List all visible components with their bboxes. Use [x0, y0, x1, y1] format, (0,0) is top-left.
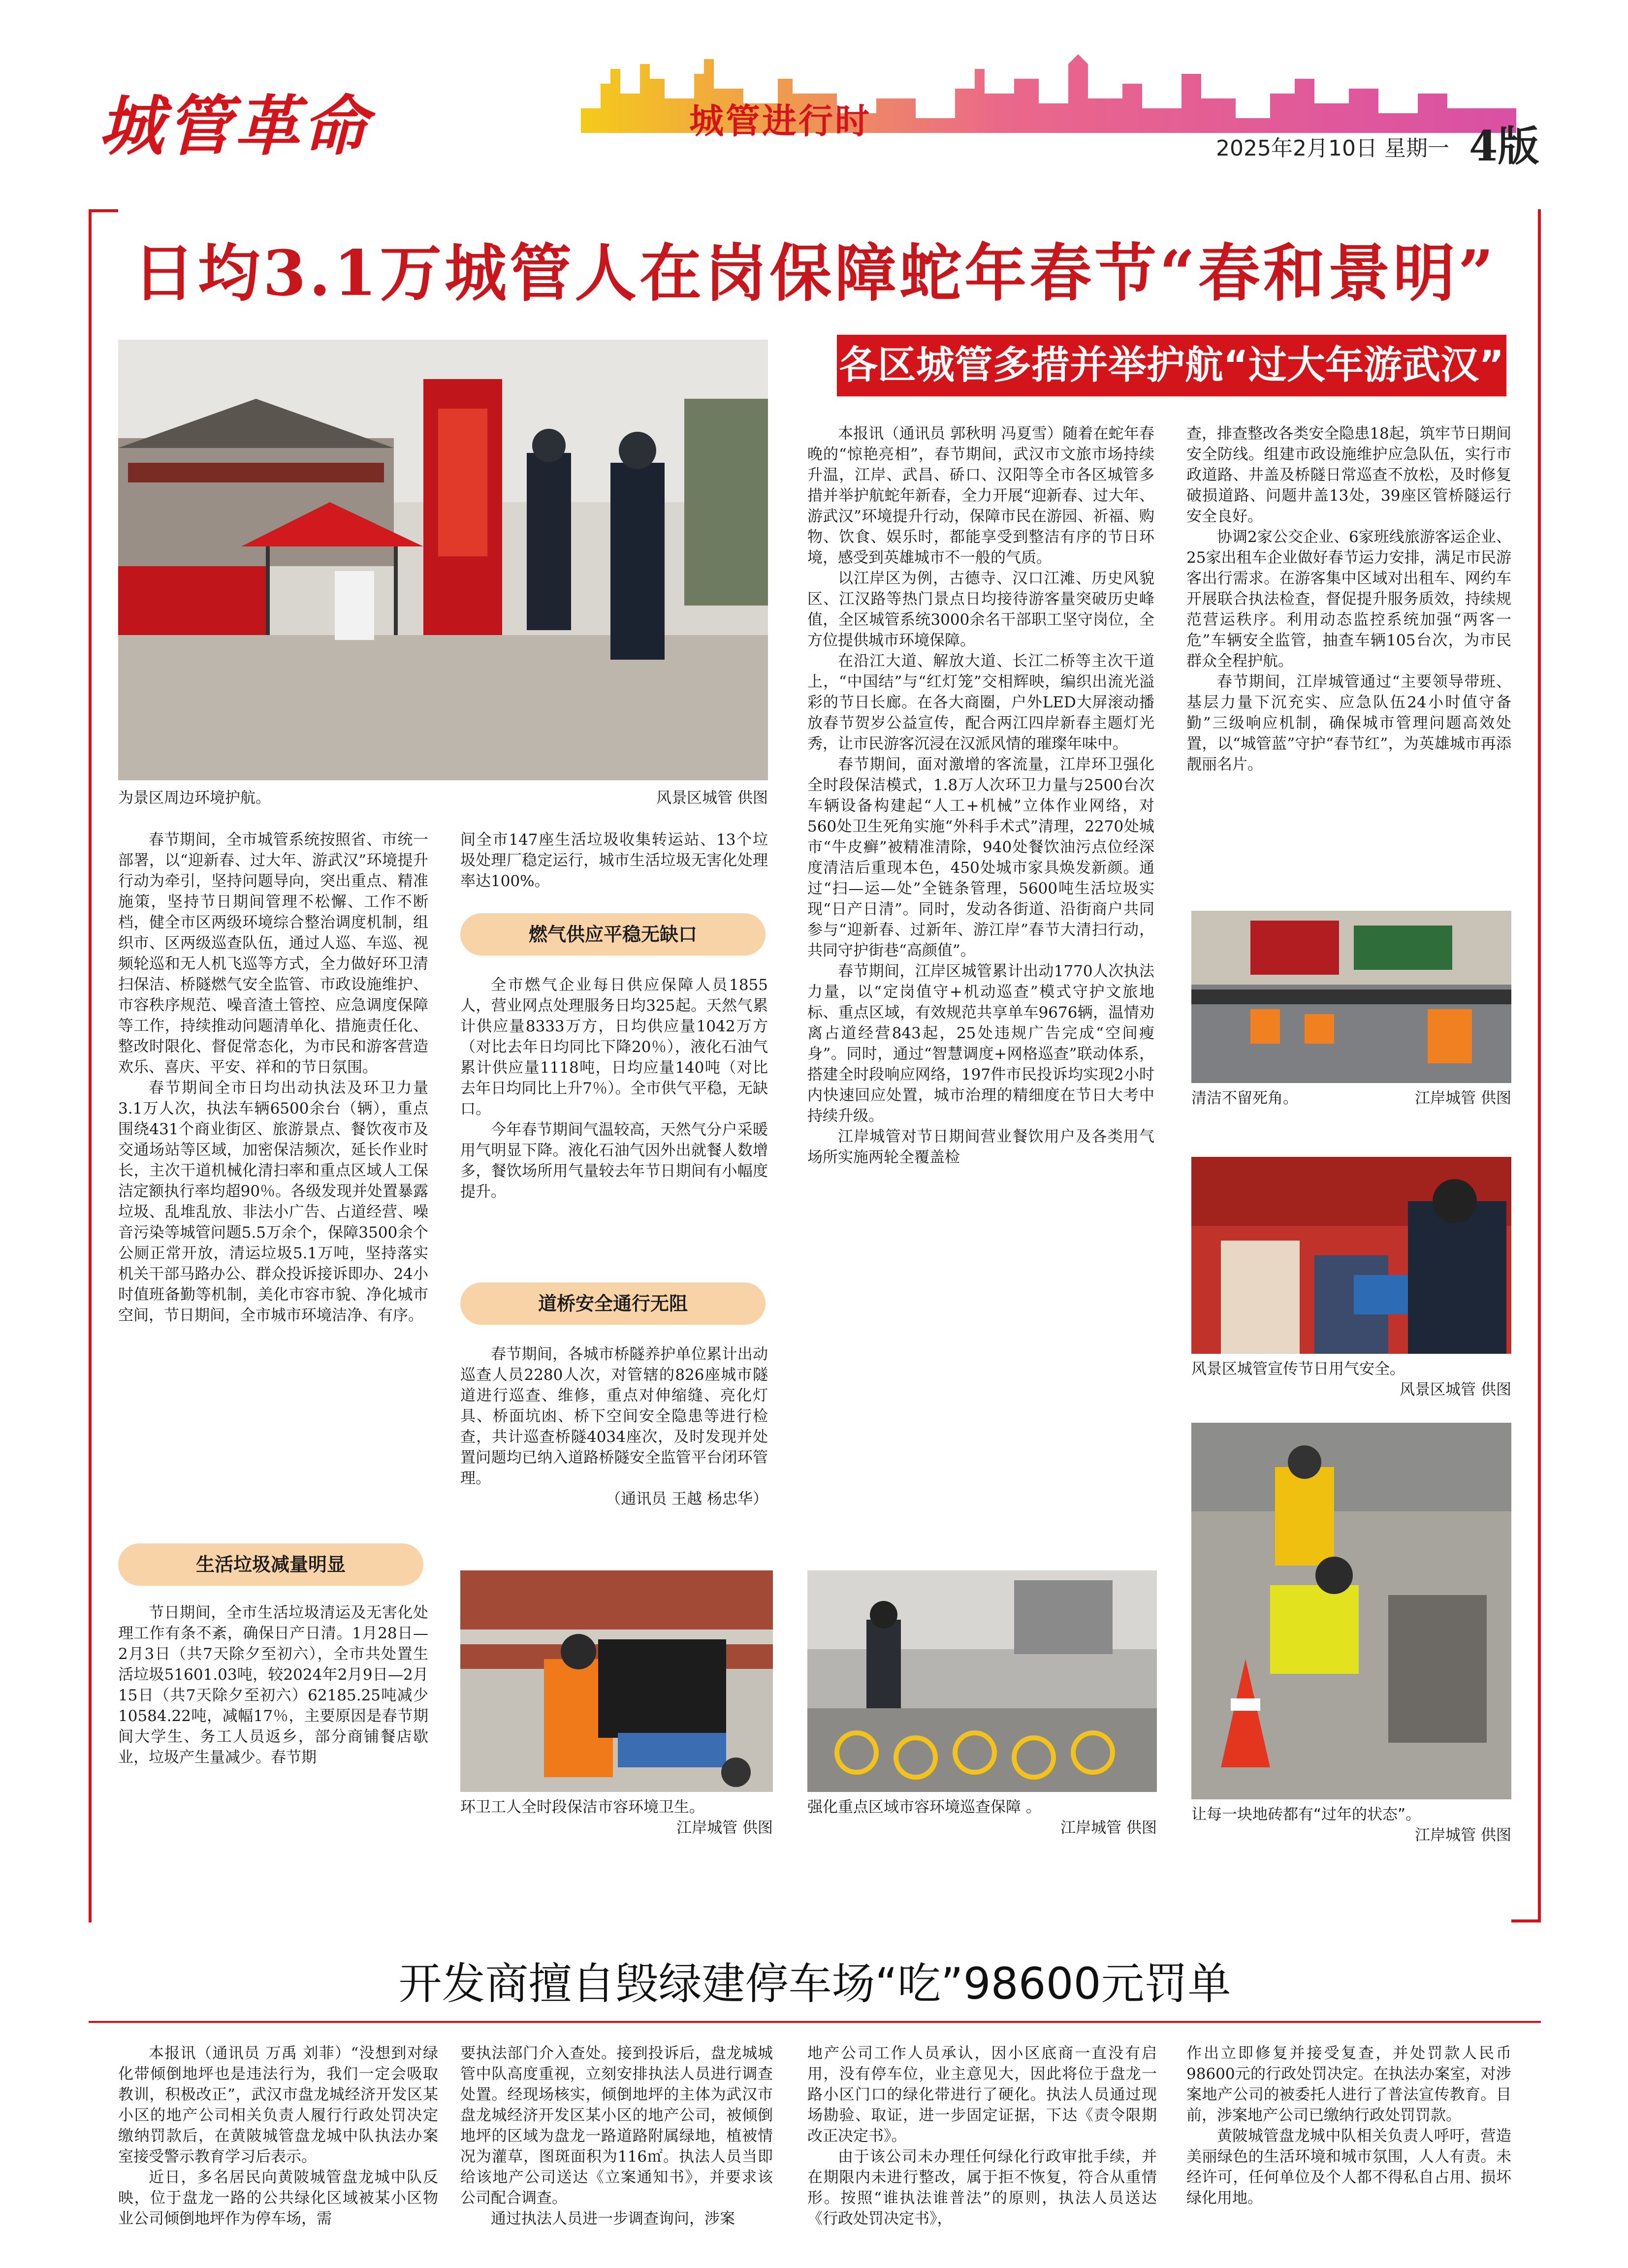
paragraph: 春节期间，面对激增的客流量，江岸环卫强化全时段保洁模式，1.8万人次环卫力量与2500台次车辆设备构建起“人工+机械”立体作业网络，对560处卫生死角实施“外科手术式”清理，2270处城市“牛皮癣”被精准清除，940处餐饮油污点位经深度清洁后重现本色，450处城市家具焕发新颜。通过“扫—运—处”全链条管理，5600吨生活垃圾实现“日产日清”。同时，发动各街道、沿街商户共同参与“迎新春、过新年、游江岸”春节大清扫行动，共同守护街巷“高颜值”。 — [807, 756, 1154, 959]
caption-text: 为景区周边环境护航。 — [118, 789, 271, 807]
article-3-column-2 — [460, 2043, 773, 2229]
photo-sanitation-worker — [460, 1570, 773, 1792]
dateline — [1216, 113, 1539, 173]
photo-caption-5 — [460, 1797, 773, 1838]
paragraph: 本报讯（通讯员 郭秋明 冯夏雪）随着在蛇年春晚的“惊艳亮相”，春节期间，武汉市文旅市场持续升温，江岸、武昌、硚口、汉阳等全市各区城管多措并举护航蛇年新春，全力开展“迎新春、过大年、游武汉”环境提升行动，保障市民在游园、祈福、购物、饮食、娱乐时，都能享受到整洁有序的节日环境，感受到英雄城市不一般的气质。 — [807, 425, 1154, 567]
photo-caption-1 — [118, 788, 768, 808]
caption-text: 风景区城管宣传节日用气安全。 — [1191, 1360, 1405, 1378]
photo-credit: 江岸城管 供图 — [1415, 1089, 1511, 1107]
photo-pavement-repair — [1191, 1423, 1511, 1799]
paragraph: 春节期间，江岸城管通过“主要领导带班、基层力量下沉充实、应急队伍24小时值守备勤”三级响应机制，确保城市管理问题高效处置，以“城管蓝”守护“春节红”，为英雄城市再添靓丽名片。 — [1186, 673, 1511, 773]
photo-credit: 风景区城管 供图 — [656, 789, 768, 807]
section-title: 城管进行时 — [689, 101, 871, 141]
paragraph: 协调2家公交企业、6家班线旅游客运企业、25家出租车企业做好春节运力安排，满足市民游客出行需求。在游客集中区域对出租车、网约车开展联合执法检查，督促提升服务质效，持续规范营运秩序。利用动态监控系统加强“两客一危”车辆安全监管，抽查车辆105台次，为市民群众全程护航。 — [1186, 528, 1511, 670]
paragraph: 查，排查整改各类安全隐患18起，筑牢节日期间安全防线。组建市政设施维护应急队伍，实行市政道路、井盖及桥隧日常巡查不放松，及时修复破损道路、问题井盖13处，39座区管桥隧运行安全良好。 — [1186, 425, 1512, 525]
photo-credit: 江岸城管 供图 — [1415, 1826, 1511, 1844]
subsection-pill: 生活垃圾减量明显 — [118, 1543, 423, 1586]
byline: （通讯员 王越 杨忠华） — [606, 1490, 768, 1508]
paragraph: 由于该公司未办理任何绿化行政审批手续，并在期限内未进行整改，属于拒不恢复，符合从重情形。按照“谁执法谁普法”的原则，执法人员送达《行政处罚决定书》， — [807, 2148, 1157, 2228]
sub-headline: 各区城管多措并举护航“过大年游武汉” — [837, 335, 1506, 396]
paragraph: 春节期间，全市城管系统按照省、市统一部署，以“迎新春、过大年、游武汉”环境提升行动为牵引，坚持问题导向，突出重点、精准施策，坚持节日期间管理不松懈、工作不断档，健全市区两级环境综合整治调度机制，组织市、区两级巡查队伍，通过人巡、车巡、视频轮巡和无人机飞巡等方式，全力做好环卫清扫保洁、桥隧燃气安全监管、市政设施维护、市容秩序规范、噪音渣土管控、应急调度保障等工作，持续推动问题清单化、措施责任化、整改时限化、督促常态化，为市民和游客营造欢乐、喜庆、平安、祥和的节日氛围。 — [118, 831, 428, 1076]
paragraph: 以江岸区为例，古德寺、汉口江滩、历史风貌区、江汉路等热门景点日均接待游客量突破历史峰值，全区城管系统3000余名干部职工坚守岗位，全方位提供城市环境保障。 — [807, 570, 1154, 649]
caption-text: 让每一块地砖都有“过年的状态”。 — [1191, 1806, 1421, 1823]
article-column-1 — [118, 830, 428, 1326]
divider-line — [89, 2021, 1541, 2023]
article-column-2a — [460, 830, 768, 892]
photo-caption-4 — [1191, 1804, 1511, 1846]
paragraph: 春节期间，各城市桥隧养护单位累计出动巡查人员2280人次，对管辖的826座城市隧道进行巡查、维修，重点对伸缩缝、亮化灯具、桥面坑凼、桥下空间安全隐患等进行检查，共计巡查桥隧4034座次，及时发现并处置问题均已纳入道路桥隧安全监管平台闭环管理。 — [460, 1345, 768, 1487]
photo-caption-2 — [1191, 1088, 1511, 1109]
article-3-column-4 — [1186, 2043, 1511, 2208]
photo-credit: 江岸城管 供图 — [676, 1819, 773, 1837]
subsection-pill: 燃气供应平稳无缺口 — [460, 913, 766, 956]
paragraph: 春节期间，江岸区城管累计出动1770人次执法力量，以“定岗值守+机动巡查”模式守护文旅地标、重点区域，有效规范共享单车9676辆，温情劝离占道经营843起，25处违规广告完成“空间瘦身”。同时，通过“智慧调度+网格巡查”联动体系，搭建全时段响应网络，197件市民投诉均实现2小时内快速回应处置，城市治理的精细度在节日大考中持续升级。 — [807, 962, 1154, 1125]
edition-number: 4版 — [1468, 122, 1539, 170]
paragraph: 本报讯（通讯员 万禹 刘菲）“没想到对绿化带倾倒地坪也是违法行为，我们一定会吸取教训，积极改正”，武汉市盘龙城经济开发区某小区的地产公司相关负责人履行行政处罚决定缴纳罚款后，在黄陂城管盘龙城中队执法办案室接受警示教育学习后表示。 — [118, 2044, 438, 2166]
photo-street-cleaning — [1191, 911, 1511, 1083]
article-column-2b — [460, 975, 768, 1202]
caption-text: 环卫工人全时段保洁市容环境卫生。 — [460, 1798, 704, 1816]
paragraph: 地产公司工作人员承认，因小区底商一直没有启用，没有停车位，业主意见大，因此将位于盘龙一路小区门口的绿化带进行了硬化。执法人员通过现场勘验、取证，进一步固定证据，下达《责令限期改正决定书》。 — [807, 2044, 1157, 2145]
caption-text: 强化重点区域市容环境巡查保障 。 — [807, 1798, 1041, 1816]
paragraph: 在沿江大道、解放大道、长江二桥等主次干道上，“中国结”与“红灯笼”交相辉映，编织出流光溢彩的节日长廊。在各大商圈，户外LED大屏滚动播放春节贺岁公益宣传，配合两江四岸新春主题灯光秀，让市民游客沉浸在汉派风情的璀璨年味中。 — [807, 652, 1154, 753]
paragraph: 作出立即修复并接受复查，并处罚款人民币98600元的行政处罚决定。在执法办案室，对涉案地产公司的被委托人进行了普法宣传教育。目前，涉案地产公司已缴纳行政处罚罚款。 — [1186, 2044, 1511, 2124]
paragraph: 通过执法人员进一步调查询问，涉案 — [491, 2210, 735, 2228]
paragraph: 全市燃气企业每日供应保障人员1855人，营业网点处理服务日均325起。天然气累计供应量8333万方，日均供应量1042万方（对比去年日均同比下降20％），液化石油气累计供应量1118吨，日均应量140吨（对比去年日均同比上升7％）。全市供气平稳，无缺口。 — [460, 976, 768, 1118]
article-column-4 — [1186, 423, 1511, 775]
issue-date: 2025年2月10日 星期一 — [1216, 136, 1449, 161]
paragraph: 黄陂城管盘龙城中队相关负责人呼吁，营造美丽绿色的生活环境和城市氛围，人人有责。未经许可，任何单位及个人都不得私自占用、损坏绿化用地。 — [1186, 2127, 1511, 2207]
paragraph: 春节期间全市日均出动执法及环卫力量3.1万人次，执法车辆6500余台（辆），重点围绕431个商业街区、旅游景点、餐饮夜市及交通场站等区域，加密保洁频次，延长作业时长，主次干道机械化清扫率和重点区域人工保洁定额执行率均超90％。各级发现并处置暴露垃圾、乱堆乱放、非法小广告、占道经营、噪音污染等城管问题5.5万余个，保障3500余个公厕正常开放，清运垃圾5.1万吨，坚持落实机关干部马路办公、群众投诉接诉即办、24小时值班备勤等机制，美化市容市貌、净化城市空间，节日期间，全市城市环境洁净、有序。 — [118, 1079, 428, 1324]
article-column-1b — [118, 1602, 428, 1768]
photo-scenic-patrol — [118, 340, 768, 780]
paragraph: 间全市147座生活垃圾收集转运站、13个垃圾处理厂稳定运行，城市生活垃圾无害化处理率达100%。 — [460, 831, 768, 890]
article-3-headline: 开发商擅自毁绿建停车场“吃”98600元罚单 — [398, 1958, 1231, 2009]
photo-caption-6 — [807, 1797, 1157, 1838]
article-3-column-1 — [118, 2043, 438, 2229]
photo-credit: 江岸城管 供图 — [1060, 1819, 1157, 1837]
paragraph: 江岸城管对节日期间营业餐饮用户及各类用气场所实施两轮全覆盖检 — [807, 1128, 1154, 1166]
article-column-2c — [460, 1344, 768, 1509]
main-headline: 日均3.1万城管人在岗保障蛇年春节“春和景明” — [132, 237, 1497, 310]
article-column-3 — [807, 423, 1154, 1168]
article-3-column-3 — [807, 2043, 1157, 2229]
subsection-pill: 道桥安全通行无阻 — [460, 1282, 766, 1325]
paragraph: 要执法部门介入查处。接到投诉后，盘龙城城管中队高度重视，立刻安排执法人员进行调查处置。经现场核实，倾倒地坪的主体为武汉市盘龙城经济开发区某小区的地产公司，被倾倒地坪的区域为盘龙一路道路附属绿地，植被情况为灌草，图斑面积为116㎡。执法人员当即给该地产公司送达《立案通知书》，并要求该公司配合调查。 — [460, 2044, 773, 2207]
photo-gas-safety — [1191, 1157, 1511, 1354]
photo-bike-inspection — [807, 1570, 1157, 1792]
paragraph: 节日期间，全市生活垃圾清运及无害化处理工作有条不紊，确保日产日清。1月28日—2月3日（共7天除夕至初六），全市共处置生活垃圾51601.03吨，较2024年2月9日—2月15日（共7天除夕至初六）62185.25吨减少10584.22吨，减幅17％，主要原因是春节期间大学生、务工人员返乡，部分商铺餐店歇业，垃圾产生量减少。春节期 — [118, 1604, 428, 1766]
paragraph: 近日，多名居民向黄陂城管盘龙城中队反映，位于盘龙一路的公共绿化区域被某小区物业公司倾倒地坪作为停车场，需 — [118, 2169, 438, 2228]
caption-text: 清洁不留死角。 — [1191, 1089, 1298, 1107]
photo-caption-3 — [1191, 1359, 1511, 1400]
masthead-logo: 城管革命 — [98, 88, 370, 164]
paragraph: 今年春节期间气温较高，天然气分户采暖用气明显下降。液化石油气因外出就餐人数增多，餐饮场所用气量较去年节日期间有小幅度提升。 — [460, 1121, 768, 1201]
photo-credit: 风景区城管 供图 — [1400, 1381, 1511, 1399]
